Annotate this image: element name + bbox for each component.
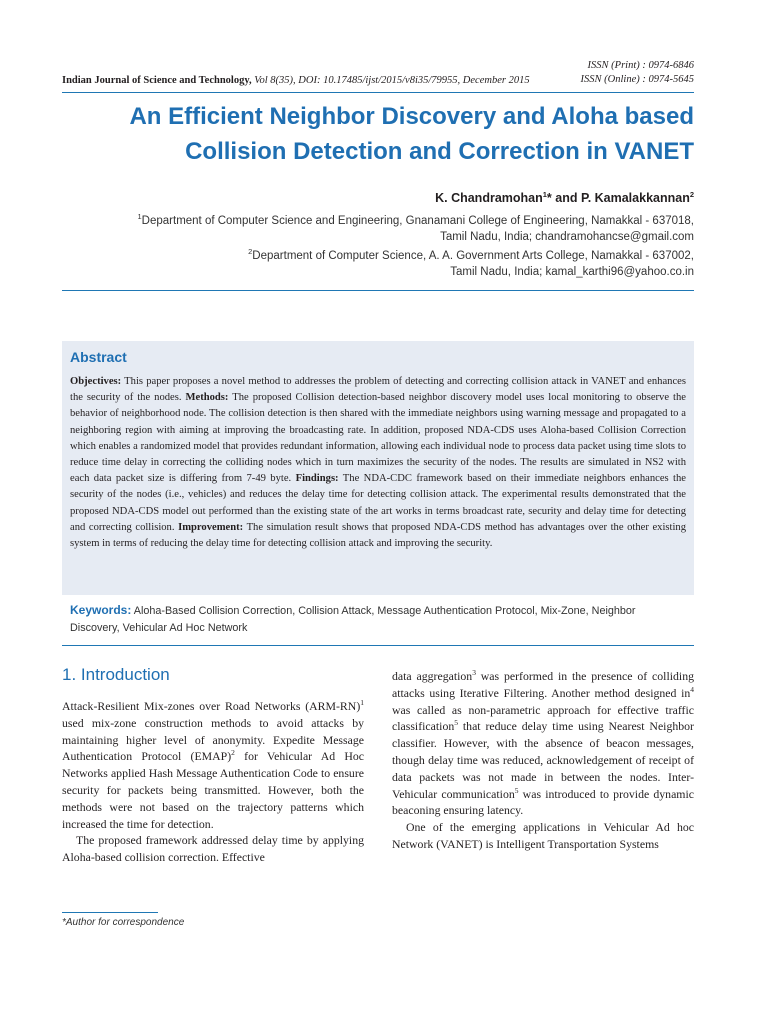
title-line-1: An Efficient Neighbor Discovery and Aloha based	[129, 103, 694, 130]
affiliation-2-line-2: Tamil Nadu, India; kamal_karthi96@yahoo.co.in	[450, 266, 694, 278]
text-run: that reduce delay time using Nearest Neighbor classifier. However, with the absence of beacon messages, though delay time was reduced, acknowledgement of receipt of data packets was not made in between the nodes. Inter-Vehicular communication	[392, 719, 694, 801]
title-line-2: Collision Detection and Correction in VANET	[185, 138, 694, 165]
paper-title	[54, 99, 694, 169]
abstract-box	[62, 341, 694, 595]
citation-ref: 3	[472, 668, 476, 678]
improvement-text: The simulation result shows that proposed NDA-CDS method has advantages over the other existing system in terms of reducing the delay time for detecting collision attack and improving the security.	[70, 521, 686, 550]
affiliation-1-line-2: Tamil Nadu, India; chandramohancse@gmail.com	[440, 231, 694, 243]
text-run: was called as non-parametric approach for effective traffic classification	[392, 702, 694, 734]
corresponding-mark: *	[546, 191, 552, 205]
intro-paragraph-4: One of the emerging applications in Vehicular Ad hoc Network (VANET) is Intelligent Transportation Systems	[392, 820, 694, 851]
author-list	[435, 191, 694, 205]
abstract-heading: Abstract	[70, 349, 127, 365]
author-2: P. Kamalakkannan	[580, 191, 690, 205]
text-run: was introduced to provide dynamic beaconing ensuring latency.	[392, 786, 694, 818]
text-run: was performed in the presence of colliding attacks using Iterative Filtering. Another method designed in	[392, 669, 694, 700]
findings-label: Findings:	[295, 473, 339, 485]
text-run: for Vehicular Ad Hoc Networks applied Hash Message Authentication Code to ensure security for packets being transmitted. However, both the methods were not based on the trajectory patterns which increased the time for detection.	[62, 749, 364, 831]
intro-paragraph-2: The proposed framework addressed delay time by applying Aloha-based collision correction. Effective	[62, 833, 364, 865]
footnote: *Author for correspondence	[62, 917, 185, 928]
citation-ref: 1	[360, 698, 364, 708]
text-run: Attack-Resilient Mix-zones over Road Networks (ARM-RN)	[62, 699, 361, 713]
citation-ref: 2	[231, 748, 235, 758]
footnote-divider	[62, 912, 158, 913]
journal-citation	[62, 75, 530, 86]
author-1: K. Chandramohan	[435, 191, 543, 205]
affiliation-2-sup: 2	[248, 247, 253, 257]
affiliation-1-line-1: Department of Computer Science and Engineering, Gnanamani College of Engineering, Namakkal - 637018,	[141, 215, 694, 227]
text-run: data aggregation	[392, 669, 473, 683]
abstract-text	[70, 374, 686, 552]
affiliation-1	[138, 213, 695, 245]
methods-text: The proposed Collision detection-based neighbor discovery model uses local monitoring to observe the behavior of neighborhood node. The collision detection is then shared with the immediate neighbors using warning message and propagated to a neighboring region with aiming at improving the broadcasting rate. In addition, proposed NDA-CDS uses Aloha-based Collision Correction which enables a randomized model that provides redundant information, allowing each individual node to process data packet using time slots to reduce time delay in correcting the colliding nodes which in turn maximizes the security of the nodes. The results are simulated in NS2 with each data packet size is differing from 7-49 byte.	[70, 392, 686, 485]
objectives-text: This paper proposes a novel method to addresses the problem of detecting and correcting collision attack in VANET and enhances the security of the nodes.	[70, 376, 686, 404]
methods-label: Methods:	[185, 392, 229, 404]
citation-ref: 5	[454, 718, 458, 728]
keywords	[70, 602, 688, 637]
citation-ref: 5	[514, 785, 519, 795]
intro-paragraph-3	[392, 668, 694, 819]
issn-block	[581, 59, 694, 87]
author-conjunction: and	[551, 191, 581, 205]
header-divider	[62, 92, 694, 93]
right-column	[392, 668, 694, 853]
improvement-label: Improvement:	[178, 521, 244, 533]
keywords-label: Keywords:	[70, 603, 132, 617]
affiliation-1-sup: 1	[137, 212, 142, 222]
affiliation-divider	[62, 290, 694, 291]
objectives-label: Objectives:	[70, 376, 122, 387]
text-run: used mix-zone construction methods to avoid attacks by maintaining higher level of anonymity. Expedite Message Authentication Protocol (EMAP)	[62, 715, 364, 764]
citation-ref: 4	[690, 684, 694, 694]
keywords-divider	[62, 645, 694, 646]
findings-text: The NDA-CDC framework based on their immediate neighbors enhances the security of the nodes (i.e., vehicles) and reduces the delay time for detecting collision attack. The experimental results demonstrated that the proposed NDA-CDS model out performed than the existing state of the art works in terms broadcast rate, security and delay time for detecting and correcting collision.	[70, 473, 686, 533]
left-column	[62, 698, 364, 866]
journal-meta: Vol 8(35), DOI: 10.17485/ijst/2015/v8i35/79955, December 2015	[251, 75, 530, 86]
author-2-affil: 2	[689, 189, 694, 199]
section-heading-introduction: 1. Introduction	[62, 665, 170, 684]
author-1-affil: 1	[542, 189, 547, 199]
affiliation-2-line-1: Department of Computer Science, A. A. Government Arts College, Namakkal - 637002,	[252, 250, 694, 262]
issn-online: ISSN (Online) : 0974-5645	[580, 74, 694, 85]
intro-paragraph-1	[62, 698, 364, 832]
issn-print: ISSN (Print) : 0974-6846	[587, 60, 694, 71]
affiliation-2	[248, 248, 694, 280]
keywords-text: Aloha-Based Collision Correction, Collision Attack, Message Authentication Protocol, Mix-Zone, Neighbor Discovery, Vehicular Ad Hoc Network	[70, 605, 636, 634]
journal-name: Indian Journal of Science and Technology,	[62, 75, 252, 86]
